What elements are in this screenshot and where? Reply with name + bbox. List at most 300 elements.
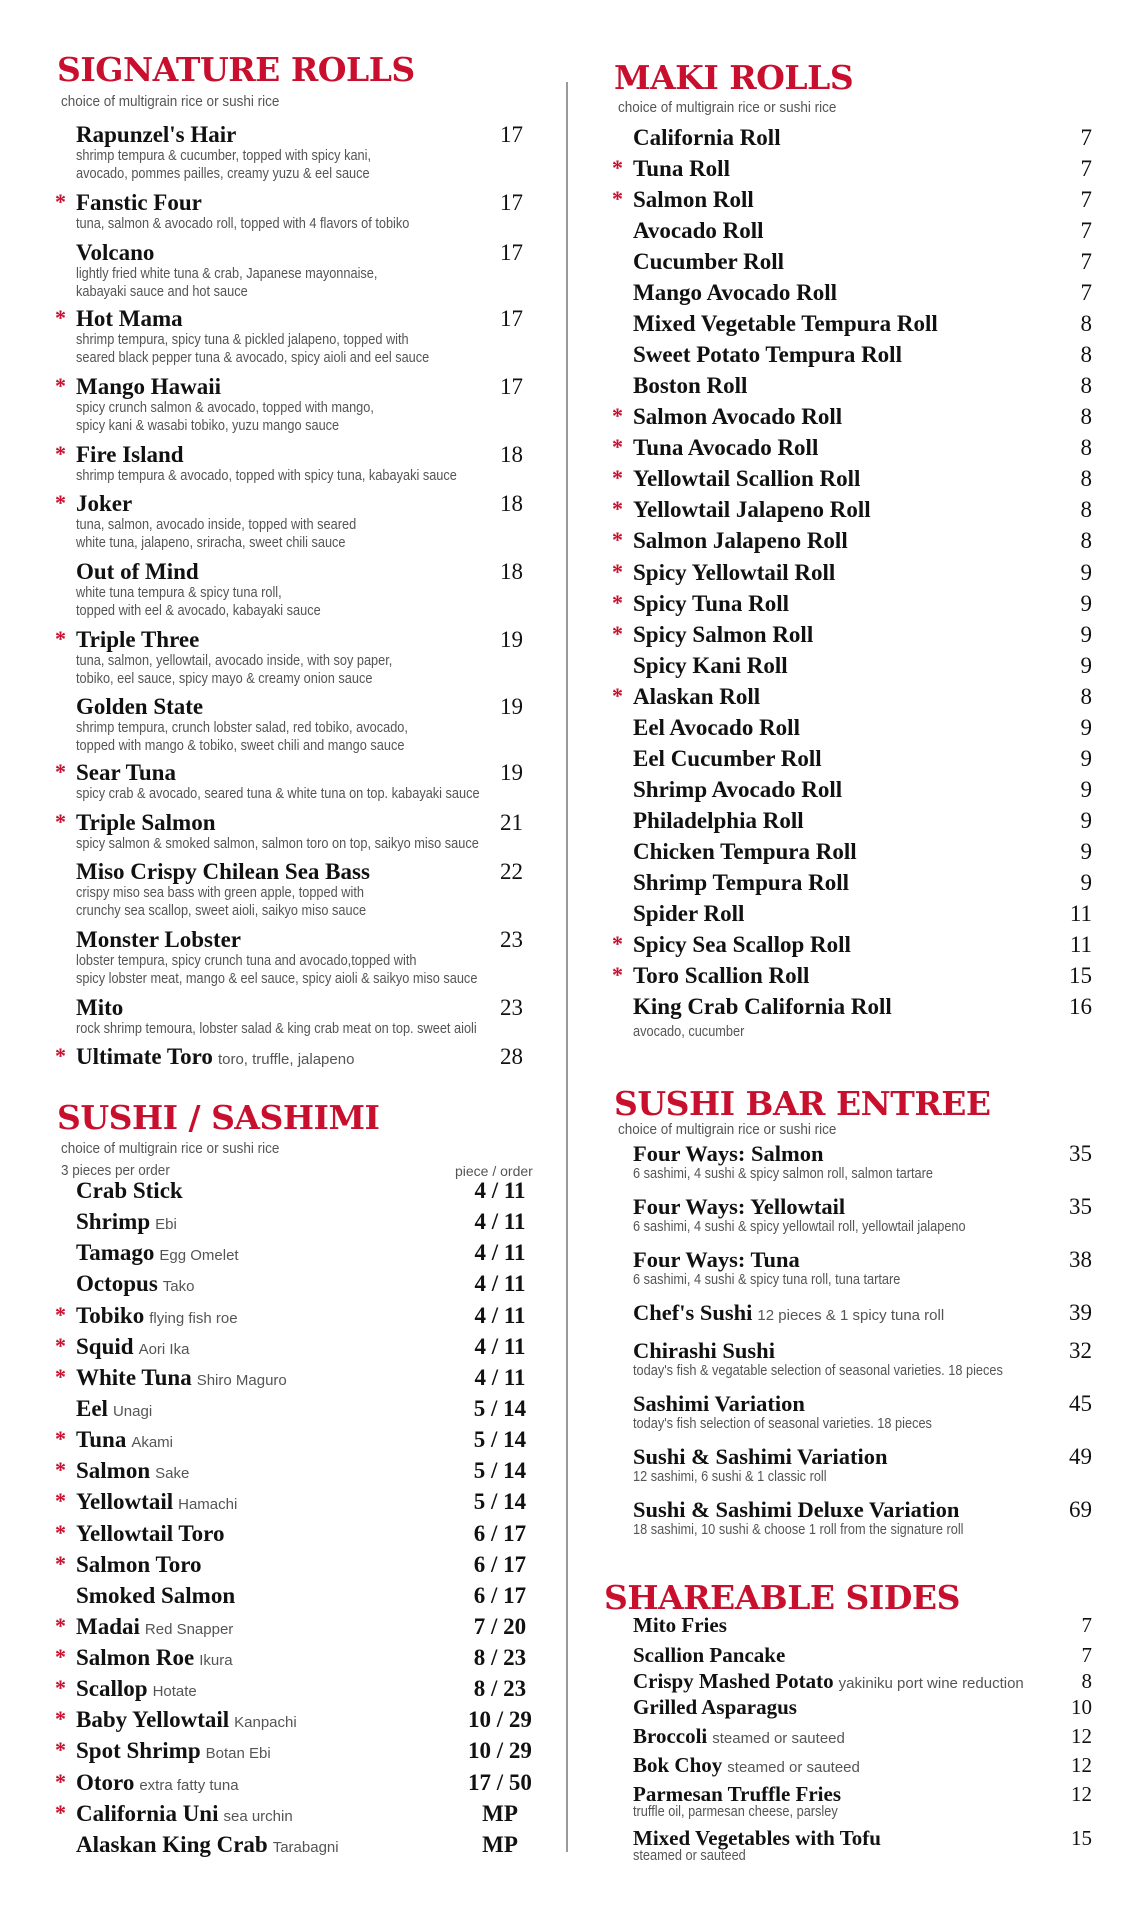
item-price: 23: [500, 927, 523, 952]
item-price: 9: [1080, 591, 1092, 616]
item-price: 16: [1069, 994, 1092, 1019]
spicy-raw-mark: *: [55, 441, 66, 466]
item-price: 8: [1080, 311, 1092, 336]
item-name: [76, 1521, 224, 1547]
item-price: 4 / 11: [474, 1240, 526, 1265]
item-name-text: Mango Hawaii: [76, 374, 222, 399]
item-note: Unagi: [112, 1403, 153, 1420]
item-name: [633, 622, 813, 648]
item-price: 8 / 23: [473, 1676, 527, 1701]
item-name: [76, 1365, 287, 1394]
item-name-text: Yellowtail Jalapeno Roll: [633, 497, 871, 522]
item-description: spicy crunch salmon & avocado, topped with mango,: [76, 400, 374, 416]
item-description: rock shrimp temoura, lobster salad & king crab meat on top. sweet aioli: [76, 1021, 477, 1037]
item-name-text: Triple Salmon: [76, 810, 216, 835]
item-price: 15: [1071, 1826, 1092, 1850]
item-name: [76, 1303, 238, 1332]
item-description: today's fish & vegatable selection of seasonal varieties. 18 pieces: [633, 1363, 1003, 1379]
item-name-text: Mito Fries: [633, 1613, 727, 1637]
item-price: 4 / 11: [474, 1303, 526, 1328]
item-price: 11: [1069, 932, 1092, 957]
item-name-text: Avocado Roll: [633, 218, 764, 243]
item-name: [633, 435, 818, 461]
item-name-text: Miso Crispy Chilean Sea Bass: [76, 859, 370, 884]
item-price: 8: [1080, 497, 1092, 522]
spicy-raw-mark: *: [55, 1737, 66, 1762]
item-name-text: Shrimp Tempura Roll: [633, 870, 849, 895]
item-price: 7: [1081, 1613, 1092, 1637]
item-name: [76, 442, 184, 468]
item-name-text: Spicy Tuna Roll: [633, 591, 789, 616]
spicy-raw-mark: *: [55, 1551, 66, 1576]
item-description: tuna, salmon, yellowtail, avocado inside, with soy paper,: [76, 653, 393, 669]
item-description: shrimp tempura, crunch lobster salad, red tobiko, avocado,: [76, 720, 408, 736]
item-name: [633, 1642, 785, 1668]
item-name: [76, 1676, 197, 1705]
item-price: 5 / 14: [473, 1427, 527, 1452]
item-name: [76, 1334, 189, 1363]
item-price: 69: [1069, 1497, 1092, 1522]
item-name: [633, 715, 800, 741]
item-price: 17 / 50: [468, 1770, 532, 1795]
item-description: tobiko, eel sauce, spicy mayo & creamy onion sauce: [76, 671, 373, 687]
spicy-raw-mark: *: [612, 434, 623, 459]
maki-rolls-subtitle: choice of multigrain rice or sushi rice: [618, 99, 837, 116]
item-price: 7: [1080, 125, 1092, 150]
item-name-text: Crispy Mashed Potato: [633, 1669, 834, 1693]
item-name-text: Mito: [76, 995, 124, 1020]
item-note: Sake: [155, 1465, 190, 1482]
spicy-raw-mark: *: [55, 1644, 66, 1669]
item-description: kabayaki sauce and hot sauce: [76, 284, 248, 300]
item-price: 22: [500, 859, 523, 884]
item-name-text: Sushi & Sashimi Variation: [633, 1444, 888, 1469]
item-note: yakiniku port wine reduction: [838, 1675, 1024, 1692]
item-price: 9: [1080, 746, 1092, 771]
item-name-text: Spicy Salmon Roll: [633, 622, 814, 647]
item-price: 7: [1080, 249, 1092, 274]
spicy-raw-mark: *: [612, 683, 623, 708]
item-description: truffle oil, parmesan cheese, parsley: [633, 1804, 838, 1820]
spicy-raw-mark: *: [55, 1769, 66, 1794]
item-price: 8: [1080, 528, 1092, 553]
item-name: [633, 125, 781, 151]
spicy-raw-mark: *: [55, 373, 66, 398]
item-name: [76, 1240, 239, 1269]
item-name: [76, 122, 236, 148]
item-price: 9: [1080, 839, 1092, 864]
item-description: topped with mango & tobiko, sweet chili and mango sauce: [76, 738, 405, 754]
item-note: Akami: [131, 1434, 173, 1451]
item-note: steamed or sauteed: [727, 1759, 860, 1776]
item-price: 18: [500, 559, 523, 584]
item-note: Botan Ebi: [205, 1745, 271, 1762]
spicy-raw-mark: *: [612, 465, 623, 490]
item-name-text: King Crab California Roll: [633, 994, 892, 1019]
item-name: [633, 342, 902, 368]
spicy-raw-mark: *: [55, 809, 66, 834]
item-price: 19: [500, 760, 523, 785]
item-name-text: Fire Island: [76, 442, 184, 467]
item-description: spicy salmon & smoked salmon, salmon toro on top, saikyo miso sauce: [76, 836, 479, 852]
item-name-text: Fanstic Four: [76, 190, 202, 215]
item-price: MP: [482, 1832, 518, 1857]
spicy-raw-mark: *: [55, 1488, 66, 1513]
item-name-text: Volcano: [76, 240, 155, 265]
item-name-text: Chicken Tempura Roll: [633, 839, 857, 864]
item-name: [76, 694, 203, 720]
item-description: lightly fried white tuna & crab, Japanese mayonnaise,: [76, 266, 378, 282]
spicy-raw-mark: *: [55, 490, 66, 515]
item-description: shrimp tempura & avocado, topped with spicy tuna, kabayaki sauce: [76, 468, 457, 484]
item-description: today's fish selection of seasonal varieties. 18 pieces: [633, 1416, 932, 1432]
item-price: 19: [500, 694, 523, 719]
item-name: [633, 777, 842, 803]
item-price: 8 / 23: [473, 1645, 527, 1670]
item-name: [633, 1668, 1024, 1697]
item-name-text: Four Ways: Yellowtail: [633, 1194, 846, 1219]
spicy-raw-mark: *: [55, 305, 66, 330]
item-price: 8: [1080, 684, 1092, 709]
item-name: [633, 746, 822, 772]
item-price: 32: [1069, 1338, 1092, 1363]
item-price: 10 / 29: [468, 1738, 532, 1763]
item-name-text: Sushi & Sashimi Deluxe Variation: [633, 1497, 960, 1522]
item-name: [633, 218, 764, 244]
item-name: [76, 1427, 173, 1456]
item-price: 9: [1080, 560, 1092, 585]
item-name-text: Sear Tuna: [76, 760, 176, 785]
item-name-text: Cucumber Roll: [633, 249, 784, 274]
item-note: toro, truffle, jalapeno: [217, 1051, 355, 1068]
item-description: spicy lobster meat, mango & eel sauce, spicy aioli & saikyo miso sauce: [76, 971, 478, 987]
item-name: [76, 306, 183, 332]
item-name-text: Spot Shrimp: [76, 1738, 201, 1763]
item-name-text: Mixed Vegetable Tempura Roll: [633, 311, 938, 336]
item-name-text: Tuna Avocado Roll: [633, 435, 819, 460]
item-name: [633, 870, 849, 896]
item-name: [633, 684, 760, 710]
item-name-text: Rapunzel's Hair: [76, 122, 237, 147]
item-price: 12: [1071, 1753, 1092, 1777]
item-name: [633, 1391, 805, 1417]
item-name: [633, 1612, 727, 1638]
item-name-text: Joker: [76, 491, 133, 516]
item-name-text: California Roll: [633, 125, 781, 150]
item-name-text: Mixed Vegetables with Tofu: [633, 1826, 881, 1850]
item-price: 39: [1069, 1300, 1092, 1325]
item-name: [76, 1178, 183, 1204]
item-note: Ikura: [199, 1652, 233, 1669]
spicy-raw-mark: *: [55, 1043, 66, 1068]
sushi-sashimi-title: SUSHI / SASHIMI: [57, 1098, 380, 1137]
item-name-text: California Uni: [76, 1801, 219, 1826]
item-description: avocado, pommes pailles, creamy yuzu & eel sauce: [76, 166, 370, 182]
spicy-raw-mark: *: [55, 1800, 66, 1825]
item-name-text: Out of Mind: [76, 559, 199, 584]
item-name: [633, 1141, 823, 1167]
item-name-text: Salmon: [76, 1458, 151, 1483]
item-name: [76, 1396, 152, 1425]
item-description: white tuna, jalapeno, sriracha, sweet chili sauce: [76, 535, 346, 551]
item-name-text: Mango Avocado Roll: [633, 280, 838, 305]
item-note: Egg Omelet: [159, 1247, 239, 1264]
item-name: [76, 760, 176, 786]
item-name: [633, 466, 860, 492]
item-price: 9: [1080, 808, 1092, 833]
spicy-raw-mark: *: [55, 1302, 66, 1327]
item-name-text: Spicy Yellowtail Roll: [633, 560, 836, 585]
item-name: [633, 591, 789, 617]
item-description: avocado, cucumber: [633, 1024, 745, 1040]
item-note: Tarabagni: [272, 1839, 339, 1856]
item-name-text: Yellowtail Scallion Roll: [633, 466, 861, 491]
spicy-raw-mark: *: [612, 962, 623, 987]
item-name-text: Bok Choy: [633, 1753, 723, 1777]
item-price: MP: [482, 1801, 518, 1826]
item-name: [633, 560, 835, 586]
item-name: [76, 627, 199, 653]
item-description: shrimp tempura & cucumber, topped with spicy kani,: [76, 148, 372, 164]
item-name: [633, 1338, 775, 1364]
item-price: 12: [1071, 1724, 1092, 1748]
item-name: [76, 859, 370, 885]
item-name-text: Yellowtail: [76, 1489, 174, 1514]
shareable-sides-title: SHAREABLE SIDES: [604, 1578, 960, 1617]
item-price: 5 / 14: [473, 1396, 527, 1421]
spicy-raw-mark: *: [55, 1457, 66, 1482]
item-name-text: Shrimp Avocado Roll: [633, 777, 843, 802]
spicy-raw-mark: *: [612, 155, 623, 180]
item-price: 7: [1080, 187, 1092, 212]
item-price: 8: [1081, 1669, 1092, 1693]
item-price: 17: [500, 240, 523, 265]
item-price: 7: [1081, 1643, 1092, 1667]
item-name-text: Parmesan Truffle Fries: [633, 1782, 842, 1806]
item-price: 9: [1080, 715, 1092, 740]
item-name-text: Chirashi Sushi: [633, 1338, 775, 1363]
item-description: white tuna tempura & spicy tuna roll,: [76, 585, 282, 601]
spicy-raw-mark: *: [55, 626, 66, 651]
item-price: 8: [1080, 435, 1092, 460]
item-description: 12 sashimi, 6 sushi & 1 classic roll: [633, 1469, 827, 1485]
item-name-text: Toro Scallion Roll: [633, 963, 810, 988]
item-name: [633, 1194, 845, 1220]
item-name-text: Broccoli: [633, 1724, 708, 1748]
item-description: topped with eel & avocado, kabayaki sauce: [76, 603, 321, 619]
item-description: steamed or sauteed: [633, 1848, 746, 1864]
item-note: Tako: [162, 1278, 195, 1295]
item-price: 11: [1069, 901, 1092, 926]
item-price: 4 / 11: [474, 1334, 526, 1359]
sushi-bar-entree-title: SUSHI BAR ENTREE: [614, 1084, 991, 1123]
item-description: seared black pepper tuna & avocado, spicy aioli and eel sauce: [76, 350, 430, 366]
item-price: 4 / 11: [474, 1271, 526, 1296]
item-name: [76, 240, 154, 266]
item-name-text: Salmon Roll: [633, 187, 754, 212]
spicy-raw-mark: *: [612, 186, 623, 211]
spicy-raw-mark: *: [612, 527, 623, 552]
sushi-bar-entree-subtitle: choice of multigrain rice or sushi rice: [618, 1121, 837, 1138]
item-price: 17: [500, 374, 523, 399]
item-name-text: Tuna Roll: [633, 156, 730, 181]
item-price: 9: [1080, 777, 1092, 802]
item-name-text: Alaskan King Crab: [76, 1832, 268, 1857]
item-description: crunchy sea scallop, sweet aioli, saikyo miso sauce: [76, 903, 367, 919]
item-price: 9: [1080, 622, 1092, 647]
item-name: [633, 1300, 944, 1329]
signature-rolls-title: SIGNATURE ROLLS: [57, 50, 415, 89]
item-name-text: Tuna: [76, 1427, 127, 1452]
item-name-text: Sashimi Variation: [633, 1391, 805, 1416]
item-name: [633, 311, 938, 337]
item-description: tuna, salmon & avocado roll, topped with 4 flavors of tobiko: [76, 216, 410, 232]
item-price: 5 / 14: [473, 1489, 527, 1514]
item-name-text: Scallion Pancake: [633, 1643, 786, 1667]
sushi-sashimi-subtitle: choice of multigrain rice or sushi rice: [61, 1140, 280, 1157]
item-price: 8: [1080, 404, 1092, 429]
spicy-raw-mark: *: [55, 1333, 66, 1358]
item-name: [633, 404, 842, 430]
spicy-raw-mark: *: [612, 931, 623, 956]
item-price: 38: [1069, 1247, 1092, 1272]
item-price: 28: [500, 1044, 523, 1069]
item-name: [633, 994, 892, 1020]
spicy-raw-mark: *: [55, 1520, 66, 1545]
item-description: 6 sashimi, 4 sushi & spicy tuna roll, tuna tartare: [633, 1272, 901, 1288]
item-name: [633, 1444, 887, 1470]
item-note: Ebi: [155, 1216, 177, 1233]
item-note: flying fish roe: [149, 1310, 238, 1327]
item-price: 9: [1080, 870, 1092, 895]
item-name-text: Yellowtail Toro: [76, 1521, 225, 1546]
item-name-text: Salmon Roe: [76, 1645, 195, 1670]
item-name: [76, 1458, 189, 1487]
item-name-text: Hot Mama: [76, 306, 183, 331]
item-note: Red Snapper: [144, 1621, 234, 1638]
item-name-text: Baby Yellowtail: [76, 1707, 230, 1732]
item-description: spicy crab & avocado, seared tuna & white tuna on top. kabayaki sauce: [76, 786, 480, 802]
item-price: 17: [500, 306, 523, 331]
item-note: Shiro Maguro: [196, 1372, 287, 1389]
item-description: 6 sashimi, 4 sushi & spicy yellowtail roll, yellowtail jalapeno: [633, 1219, 966, 1235]
item-name: [76, 559, 199, 585]
item-price: 8: [1080, 342, 1092, 367]
item-price: 17: [500, 190, 523, 215]
item-name-text: White Tuna: [76, 1365, 192, 1390]
item-price: 15: [1069, 963, 1092, 988]
item-price: 9: [1080, 653, 1092, 678]
item-name-text: Madai: [76, 1614, 140, 1639]
item-name: [633, 839, 857, 865]
item-name: [633, 1694, 797, 1720]
item-name-text: Four Ways: Salmon: [633, 1141, 824, 1166]
item-name-text: Squid: [76, 1334, 134, 1359]
item-name: [76, 1738, 271, 1767]
item-note: Hamachi: [178, 1496, 238, 1513]
item-name-text: Salmon Jalapeno Roll: [633, 528, 848, 553]
item-name: [633, 156, 730, 182]
item-name-text: Tamago: [76, 1240, 155, 1265]
item-name-text: Chef's Sushi: [633, 1300, 753, 1325]
spicy-raw-mark: *: [55, 1675, 66, 1700]
item-price: 8: [1080, 466, 1092, 491]
item-name: [76, 1552, 202, 1578]
item-description: 6 sashimi, 4 sushi & spicy salmon roll, salmon tartare: [633, 1166, 933, 1182]
item-name-text: Smoked Salmon: [76, 1583, 236, 1608]
item-name-text: Scallop: [76, 1676, 148, 1701]
item-name: [76, 1832, 339, 1861]
item-note: 12 pieces & 1 spicy tuna roll: [757, 1307, 945, 1324]
item-name: [633, 1247, 800, 1273]
item-name-text: Shrimp: [76, 1209, 151, 1234]
item-name: [76, 1614, 233, 1643]
item-note: sea urchin: [223, 1808, 293, 1825]
item-name: [76, 1583, 235, 1609]
item-name: [76, 1707, 297, 1736]
item-name: [76, 1271, 194, 1300]
spicy-raw-mark: *: [55, 1706, 66, 1731]
signature-rolls-subtitle: choice of multigrain rice or sushi rice: [61, 93, 280, 110]
item-description: lobster tempura, spicy crunch tuna and avocado,topped with: [76, 953, 417, 969]
item-description: 18 sashimi, 10 sushi & choose 1 roll from the signature roll: [633, 1522, 964, 1538]
item-name-text: Salmon Avocado Roll: [633, 404, 843, 429]
item-price: 18: [500, 442, 523, 467]
item-note: extra fatty tuna: [139, 1777, 239, 1794]
item-price: 7: [1080, 218, 1092, 243]
spicy-raw-mark: *: [55, 1426, 66, 1451]
item-description: crispy miso sea bass with green apple, topped with: [76, 885, 364, 901]
item-price: 45: [1069, 1391, 1092, 1416]
item-price: 7: [1080, 156, 1092, 181]
item-description: spicy kani & wasabi tobiko, yuzu mango sauce: [76, 418, 340, 434]
item-name-text: Boston Roll: [633, 373, 748, 398]
spicy-raw-mark: *: [612, 590, 623, 615]
item-name-text: Spicy Sea Scallop Roll: [633, 932, 851, 957]
item-name: [633, 1723, 845, 1752]
item-name: [76, 1489, 237, 1518]
item-name: [76, 190, 202, 216]
item-note: Aori Ika: [138, 1341, 190, 1358]
item-name: [76, 491, 132, 517]
spicy-raw-mark: *: [55, 1613, 66, 1638]
item-name-text: Four Ways: Tuna: [633, 1247, 800, 1272]
item-price: 4 / 11: [474, 1365, 526, 1390]
item-price: 4 / 11: [474, 1178, 526, 1203]
item-name-text: Salmon Toro: [76, 1552, 202, 1577]
item-price: 6 / 17: [473, 1521, 527, 1546]
item-name: [633, 187, 754, 213]
item-price: 6 / 17: [473, 1552, 527, 1577]
item-name-text: Eel Avocado Roll: [633, 715, 800, 740]
item-name: [76, 374, 221, 400]
item-price: 10 / 29: [468, 1707, 532, 1732]
item-price: 5 / 14: [473, 1458, 527, 1483]
item-name: [633, 653, 788, 679]
spicy-raw-mark: *: [612, 403, 623, 428]
item-price: 7: [1080, 280, 1092, 305]
item-name: [76, 1044, 354, 1073]
item-price: 23: [500, 995, 523, 1020]
item-price: 49: [1069, 1444, 1092, 1469]
item-name: [633, 249, 784, 275]
item-name-text: Ultimate Toro: [76, 1044, 213, 1069]
item-name: [76, 1770, 239, 1799]
item-name-text: Eel Cucumber Roll: [633, 746, 822, 771]
item-name-text: Otoro: [76, 1770, 135, 1795]
item-price: 18: [500, 491, 523, 516]
spicy-raw-mark: *: [612, 621, 623, 646]
